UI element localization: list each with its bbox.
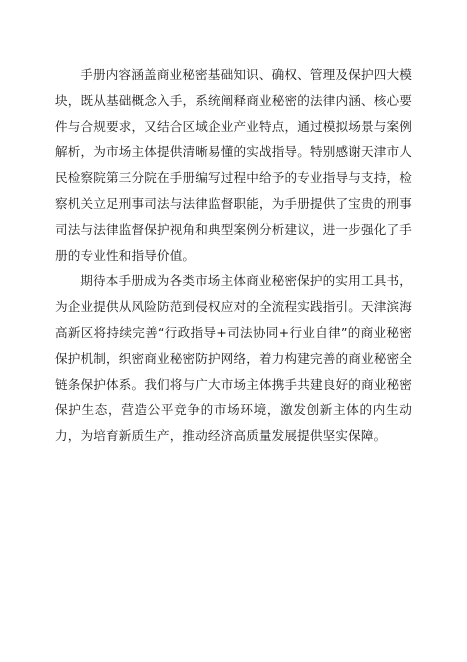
paragraph-handbook-contents: 手册内容涵盖商业秘密基础知识、确权、管理及保护四大模块，既从基础概念入手，系统阐释商业秘密的法律内涵、核心要件与合规要求，又结合区域企业产业特点，通过模拟场景与案例解析，为市场主体提供清晰易懂的实战指导。特别感谢天津市人民检察院第三分院在手册编写过程中给予的专业指导与支持，检察机关立足刑事司法与法律监督职能，为手册提供了宝贵的刑事司法与法律监督保护视角和典型案例分析建议，进一步强化了手册的专业性和指导价值。: [55, 67, 412, 263]
paragraph-handbook-expectations: 期待本手册成为各类市场主体商业秘密保护的实用工具书，为企业提供从风险防范到侵权应对的全流程实践指引。天津滨海高新区将持续完善“行政指导+司法协同+行业自律”的商业秘密保护机制，织密商业秘密防护网络，着力构建完善的商业秘密全链条保护体系。我们将与广大市场主体携手共建良好的商业秘密保护生态，营造公平竞争的市场环境，激发创新主体的内生动力，为培育新质生产，推动经济高质量发展提供坚实保障。: [55, 273, 412, 444]
document-body: [55, 62, 412, 449]
